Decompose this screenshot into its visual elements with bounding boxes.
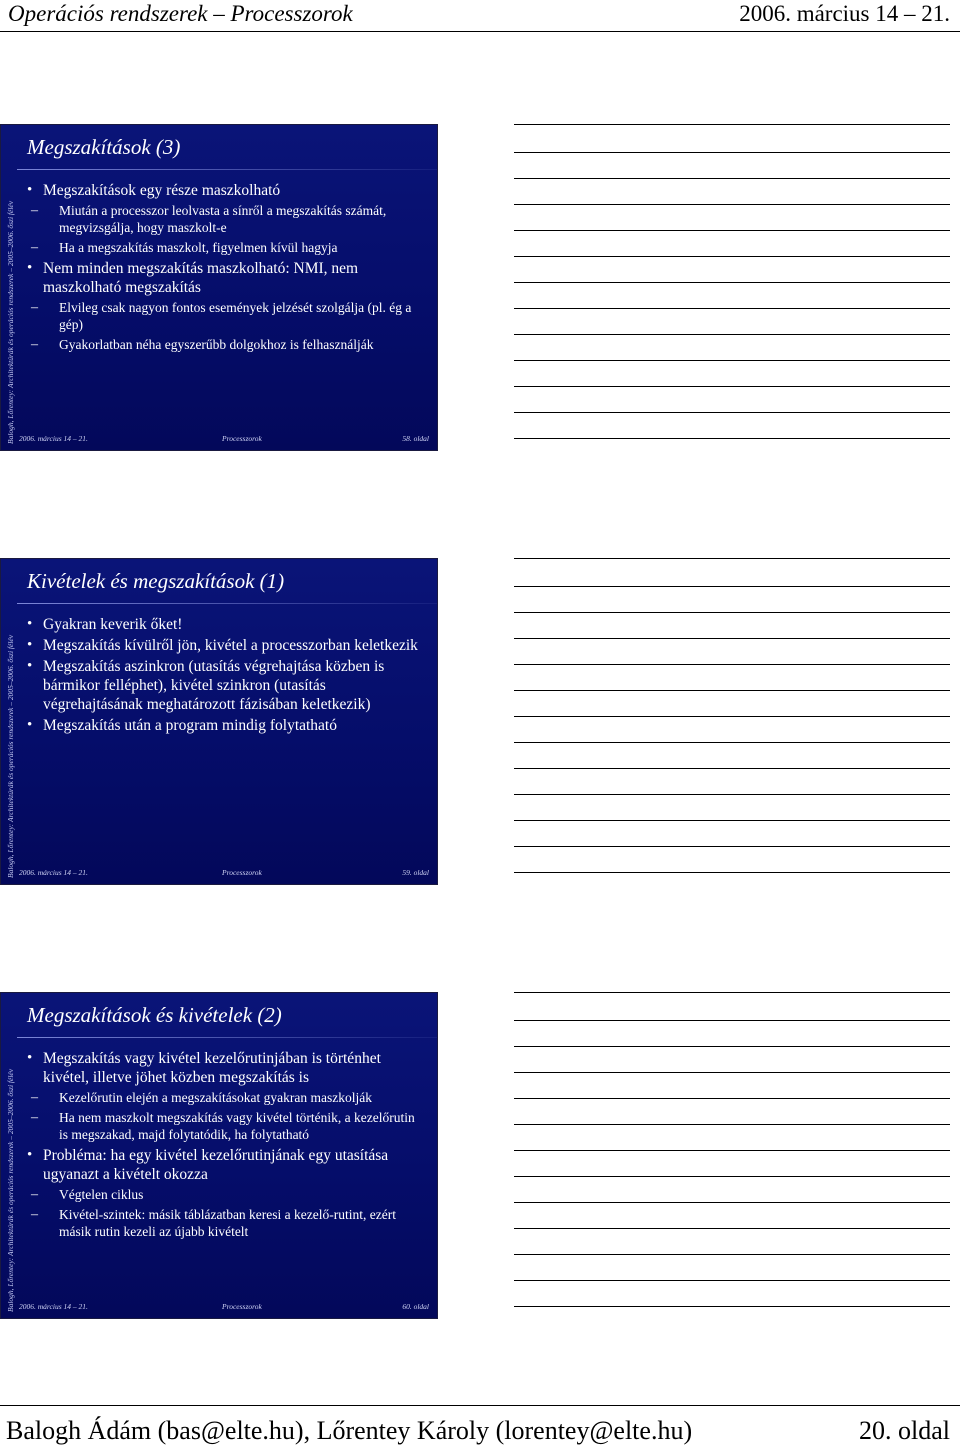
note-line	[514, 412, 950, 413]
slide-footer-date: 2006. március 14 – 21.	[19, 434, 88, 443]
slide-sidebar-text: Balogh, Lőrentey: Architektúrák és operációs rendszerek – 2005–2006. őszi félév	[6, 634, 15, 878]
slide-footer	[17, 868, 437, 880]
bullet-item: • Megszakítás után a program mindig folytatható	[27, 716, 427, 735]
slide-title-rule	[17, 1037, 437, 1038]
slide-sidebar	[1, 559, 17, 884]
slide-sidebar	[1, 125, 17, 450]
note-line	[514, 308, 950, 309]
note-line	[514, 992, 950, 993]
note-line	[514, 1124, 950, 1125]
sub-bullet-item: – Ha a megszakítás maszkolt, figyelmen kívül hagyja	[27, 239, 427, 256]
note-line	[514, 638, 950, 639]
note-line	[514, 178, 950, 179]
slide-content	[27, 181, 427, 356]
sub-bullet-item: – Ha nem maszkolt megszakítás vagy kivétel történik, a kezelőrutin is megszakad, majd folytatódik, ha folytatható	[27, 1109, 427, 1143]
slide-sidebar	[1, 993, 17, 1318]
slide-footer-page: 58. oldal	[402, 434, 429, 443]
slide-3	[0, 992, 438, 1319]
slide-footer-date: 2006. március 14 – 21.	[19, 868, 88, 877]
bullet-item: • Megszakítások egy része maszkolható	[27, 181, 427, 200]
note-line	[514, 438, 950, 439]
slide-title-rule	[17, 169, 437, 170]
note-line	[514, 872, 950, 873]
slide-title: Kivételek és megszakítások (1)	[27, 569, 285, 593]
note-line	[514, 1202, 950, 1203]
slide-content	[27, 1049, 427, 1243]
slide-title-rule	[17, 603, 437, 604]
note-line	[514, 230, 950, 231]
note-line	[514, 334, 950, 335]
note-line	[514, 716, 950, 717]
bullet-item: • Probléma: ha egy kivétel kezelőrutinjának egy utasítása ugyanazt a kivételt okozza	[27, 1146, 427, 1184]
sub-bullet-item: – Kezelőrutin elején a megszakításokat gyakran maszkolják	[27, 1089, 427, 1106]
note-line	[514, 586, 950, 587]
bullet-item: • Megszakítás vagy kivétel kezelőrutinjában is történhet kivétel, illetve jöhet közben megszakítás is	[27, 1049, 427, 1087]
note-line	[514, 204, 950, 205]
note-line	[514, 1228, 950, 1229]
slide-sidebar-text: Balogh, Lőrentey: Architektúrák és operációs rendszerek – 2005–2006. őszi félév	[6, 200, 15, 444]
slide-footer	[17, 434, 437, 446]
note-line	[514, 1046, 950, 1047]
note-line	[514, 1150, 950, 1151]
page-header	[0, 0, 960, 28]
slide-footer-page: 60. oldal	[402, 1302, 429, 1311]
note-line	[514, 360, 950, 361]
footer-authors: Balogh Ádám (bas@elte.hu), Lőrentey Károly (lorentey@elte.hu)	[6, 1416, 693, 1445]
note-line	[514, 256, 950, 257]
footer-page-number: 20. oldal	[859, 1416, 950, 1445]
bullet-item: • Megszakítás aszinkron (utasítás végrehajtása közben is bármikor felléphet), kivétel szinkron (utasítás végrehajtásának meghatározott fázisában keletkezik)	[27, 657, 427, 714]
header-date: 2006. március 14 – 21.	[739, 1, 950, 26]
note-line	[514, 664, 950, 665]
slide-footer-date: 2006. március 14 – 21.	[19, 1302, 88, 1311]
note-line	[514, 820, 950, 821]
note-line	[514, 124, 950, 125]
bullet-item: • Nem minden megszakítás maszkolható: NMI, nem maszkolható megszakítás	[27, 259, 427, 297]
note-line	[514, 1098, 950, 1099]
footer-rule	[0, 1405, 960, 1406]
slide-footer-topic: Processzorok	[222, 1302, 262, 1311]
note-line	[514, 386, 950, 387]
slide-title: Megszakítások és kivételek (2)	[27, 1003, 282, 1027]
slide-footer	[17, 1302, 437, 1314]
note-line	[514, 282, 950, 283]
note-line	[514, 794, 950, 795]
page-footer	[0, 1405, 960, 1449]
sub-bullet-item: – Gyakorlatban néha egyszerűbb dolgokhoz is felhasználják	[27, 336, 427, 353]
header-course-title: Operációs rendszerek – Processzorok	[8, 1, 353, 26]
bullet-item: • Gyakran keverik őket!	[27, 615, 427, 634]
note-line	[514, 1306, 950, 1307]
note-line	[514, 690, 950, 691]
note-line	[514, 1072, 950, 1073]
slide-footer-page: 59. oldal	[402, 868, 429, 877]
header-rule	[0, 31, 960, 32]
note-line	[514, 768, 950, 769]
sub-bullet-item: – Végtelen ciklus	[27, 1186, 427, 1203]
slide-title: Megszakítások (3)	[27, 135, 181, 159]
note-line	[514, 1254, 950, 1255]
slide-sidebar-text: Balogh, Lőrentey: Architektúrák és operációs rendszerek – 2005–2006. őszi félév	[6, 1068, 15, 1312]
note-line	[514, 742, 950, 743]
slide-footer-topic: Processzorok	[222, 868, 262, 877]
slide-footer-topic: Processzorok	[222, 434, 262, 443]
note-line	[514, 846, 950, 847]
note-line	[514, 612, 950, 613]
slide-1	[0, 124, 438, 451]
note-line	[514, 152, 950, 153]
slide-content	[27, 615, 427, 737]
note-line	[514, 1176, 950, 1177]
sub-bullet-item: – Kivétel-szintek: másik táblázatban keresi a kezelő-rutint, ezért másik rutin kezeli az újabb kivételt	[27, 1206, 427, 1240]
slide-2	[0, 558, 438, 885]
note-line	[514, 1020, 950, 1021]
note-line	[514, 558, 950, 559]
bullet-item: • Megszakítás kívülről jön, kivétel a processzorban keletkezik	[27, 636, 427, 655]
sub-bullet-item: – Miután a processzor leolvasta a sínről a megszakítás számát, megvizsgálja, hogy maszkolt-e	[27, 202, 427, 236]
sub-bullet-item: – Elvileg csak nagyon fontos események jelzését szolgálja (pl. ég a gép)	[27, 299, 427, 333]
note-line	[514, 1280, 950, 1281]
